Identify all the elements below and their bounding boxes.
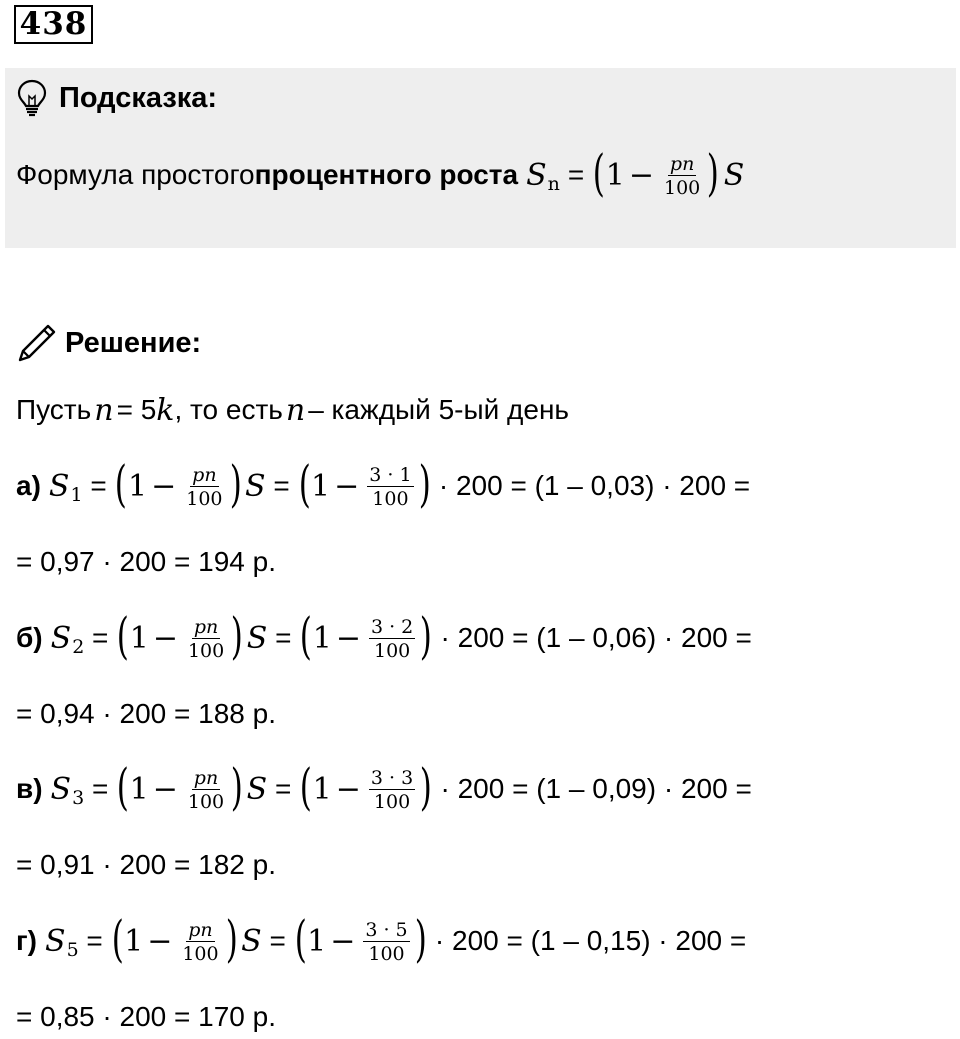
paren-open: (: [298, 455, 311, 513]
item-fraction-numeric: [363, 919, 409, 966]
item-tail-S: S: [246, 771, 268, 807]
item-minus: −: [335, 771, 361, 807]
hint-header: [17, 78, 217, 118]
solution-title: Решение:: [65, 326, 202, 359]
fraction-numerator: pn: [192, 463, 217, 486]
item-label: а): [16, 470, 41, 501]
paren-close: ): [419, 758, 432, 816]
paren-close: ): [418, 455, 431, 513]
item-result: = 0,85 · 200 = 170 р.: [16, 1001, 276, 1032]
paren-close: ): [414, 910, 427, 968]
problem-number: 438: [14, 5, 93, 44]
item-minus: −: [151, 468, 177, 504]
formula-S: S: [526, 157, 547, 193]
item-eq-2: =: [265, 470, 298, 501]
item-eq-2: =: [267, 773, 300, 804]
item-one: 1: [124, 923, 144, 959]
solution-line: [16, 455, 751, 513]
item-subscript: 1: [70, 484, 83, 506]
fraction-denominator: 100: [372, 487, 409, 510]
fraction-numerator: 3 · 5: [365, 918, 408, 941]
paren-open: (: [116, 758, 129, 816]
paren-close: ): [419, 607, 433, 665]
item-minus: −: [152, 771, 178, 807]
item-eq-2: =: [261, 925, 294, 956]
fraction-numerator: pn: [193, 615, 219, 638]
intro-line: [16, 388, 569, 432]
item-fraction-numeric: [369, 767, 415, 814]
hint-text-line: [16, 144, 745, 202]
item-tail-S: S: [245, 468, 266, 504]
paren-open: (: [299, 607, 313, 665]
paren-close: ): [706, 144, 720, 202]
item-result: = 0,91 · 200 = 182 р.: [16, 849, 276, 880]
item-one: 1: [312, 620, 332, 656]
item-fraction-general: [180, 919, 220, 966]
formula-fraction: [662, 153, 702, 200]
solution-result-line: [16, 843, 276, 887]
fraction-denominator: 100: [368, 942, 405, 965]
item-one: 1: [312, 771, 332, 807]
fraction-denominator: 100: [663, 176, 701, 199]
formula-minus: −: [628, 157, 654, 193]
solution-line: [16, 910, 747, 968]
fraction-denominator: 100: [187, 790, 225, 813]
lightbulb-icon: [17, 79, 47, 117]
formula-tail-S: S: [723, 157, 745, 193]
fraction-numerator: pn: [193, 766, 219, 789]
fraction-denominator: 100: [373, 639, 411, 662]
item-fraction-general: [184, 464, 224, 511]
fraction-denominator: 100: [182, 942, 219, 965]
intro-var-n: n: [94, 392, 114, 428]
paren-close: ): [229, 455, 242, 513]
item-eq: =: [84, 622, 117, 653]
solution-line: [16, 758, 752, 816]
item-S: S: [48, 468, 70, 504]
item-result: = 0,94 · 200 = 188 р.: [16, 698, 276, 729]
solution-result-line: [16, 692, 276, 736]
hint-text: Формула простого: [16, 159, 255, 190]
item-result: = 0,97 · 200 = 194 р.: [16, 546, 276, 577]
intro-text-2: = 5: [116, 394, 157, 425]
item-one: 1: [128, 468, 148, 504]
intro-text-4: – каждый 5-ый день: [308, 394, 569, 425]
item-one: 1: [307, 923, 327, 959]
intro-var-k: k: [156, 392, 175, 428]
item-subscript: 2: [72, 636, 85, 658]
item-minus: −: [152, 620, 178, 656]
item-minus: −: [330, 923, 356, 959]
item-subscript: 3: [72, 787, 85, 809]
item-subscript: 5: [66, 939, 79, 961]
hint-text-bold: процентного роста: [254, 159, 519, 190]
fraction-denominator: 100: [186, 487, 223, 510]
item-eq: =: [82, 470, 115, 501]
intro-text-1: Пусть: [16, 394, 92, 425]
intro-text-3: , то есть: [174, 394, 283, 425]
item-rest: · 200 = (1 – 0,06) · 200 =: [432, 622, 752, 653]
fraction-numerator: 3 · 1: [369, 463, 412, 486]
formula-sub: n: [547, 173, 560, 195]
fraction-denominator: 100: [187, 639, 225, 662]
item-tail-S: S: [246, 620, 268, 656]
paren-open: (: [592, 144, 606, 202]
hint-title: Подсказка:: [59, 81, 218, 114]
item-one: 1: [129, 620, 149, 656]
item-fraction-general: [186, 616, 226, 663]
item-fraction-numeric: [369, 616, 415, 663]
item-label: г): [16, 925, 37, 956]
paren-close: ): [225, 910, 238, 968]
item-eq-2: =: [267, 622, 300, 653]
item-minus: −: [335, 620, 361, 656]
item-eq: =: [78, 925, 111, 956]
pencil-icon: [17, 323, 57, 363]
paren-open: (: [294, 910, 307, 968]
paren-open: (: [115, 455, 128, 513]
solution-result-line: [16, 995, 276, 1039]
paren-close: ): [230, 607, 244, 665]
paren-open: (: [111, 910, 124, 968]
item-fraction-general: [186, 767, 226, 814]
fraction-numerator: 3 · 2: [370, 615, 414, 638]
formula-eq: =: [567, 159, 585, 190]
item-label: в): [16, 773, 43, 804]
item-rest: · 200 = (1 – 0,15) · 200 =: [427, 925, 747, 956]
intro-var-n-2: n: [285, 392, 306, 428]
paren-open: (: [116, 607, 130, 665]
item-label: б): [16, 622, 43, 653]
item-rest: · 200 = (1 – 0,09) · 200 =: [432, 773, 752, 804]
item-eq: =: [84, 773, 117, 804]
fraction-numerator: pn: [188, 918, 213, 941]
fraction-denominator: 100: [373, 790, 411, 813]
paren-open: (: [299, 758, 312, 816]
item-S: S: [45, 923, 66, 959]
item-S: S: [50, 771, 72, 807]
solution-header: [17, 322, 201, 364]
item-minus: −: [147, 923, 173, 959]
paren-close: ): [230, 758, 243, 816]
item-one: 1: [129, 771, 149, 807]
item-minus: −: [334, 468, 360, 504]
item-tail-S: S: [241, 923, 262, 959]
fraction-numerator: 3 · 3: [370, 766, 414, 789]
item-fraction-numeric: [367, 464, 413, 511]
formula-one: 1: [605, 157, 625, 193]
solution-result-line: [16, 540, 276, 584]
solution-line: [16, 607, 752, 665]
item-rest: · 200 = (1 – 0,03) · 200 =: [431, 470, 751, 501]
fraction-numerator: pn: [669, 152, 695, 175]
item-S: S: [50, 620, 72, 656]
item-one: 1: [311, 468, 331, 504]
